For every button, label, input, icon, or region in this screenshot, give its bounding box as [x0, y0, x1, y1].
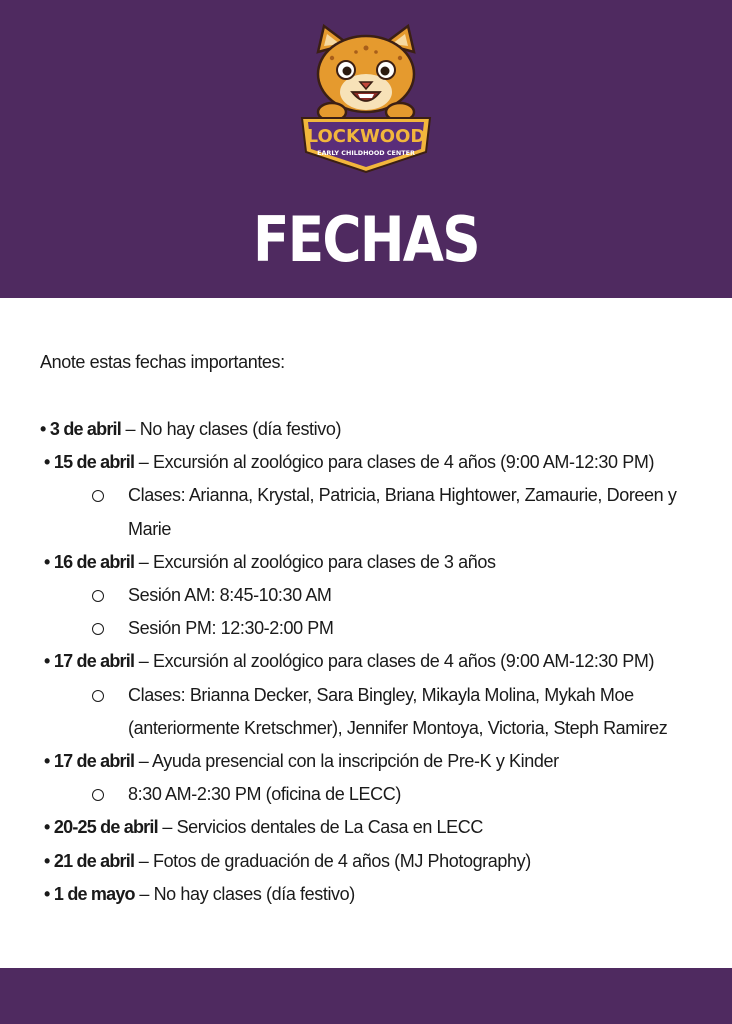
event-date: 1 de mayo: [53, 883, 135, 904]
bullet-icon: •: [44, 551, 50, 572]
event-date: 17 de abril: [53, 651, 135, 672]
event-text: – Servicios dentales de La Casa en LECC: [157, 817, 483, 838]
bullet-icon: •: [44, 850, 50, 871]
subitem-text: Clases: Brianna Decker, Sara Bingley, Mikayla Molina, Mykah Moe (anteriormente Kretschmer), Jennifer Montoya, Victoria, Steph Ramirez: [128, 684, 668, 738]
wildcat-mascot-icon: [318, 26, 414, 121]
event-item: [40, 745, 700, 778]
circle-bullet-icon: [92, 590, 104, 602]
subitem-text: Sesión PM: 12:30-2:00 PM: [128, 618, 334, 639]
event-text: – No hay clases (día festivo): [134, 883, 355, 904]
event-item: [40, 413, 700, 446]
bullet-icon: •: [44, 751, 50, 772]
header-banner: [0, 0, 732, 360]
event-item: [40, 845, 700, 878]
content-area: [40, 345, 700, 911]
bullet-icon: •: [44, 817, 50, 838]
event-subitem: [40, 479, 680, 545]
subitem-text: 8:30 AM-2:30 PM (oficina de LECC): [128, 784, 401, 805]
event-text: – Ayuda presencial con la inscripción de Pre-K y Kinder: [134, 751, 559, 772]
event-text: – Excursión al zoológico para clases de 4 años (9:00 AM-12:30 PM): [134, 651, 655, 672]
event-subitem: [40, 679, 680, 745]
event-sublist: [40, 579, 700, 645]
event-date: 21 de abril: [53, 850, 135, 871]
event-item: [40, 878, 700, 911]
event-subitem: [40, 612, 700, 645]
event-subitem: [40, 579, 700, 612]
event-date: 16 de abril: [53, 551, 135, 572]
circle-bullet-icon: [92, 490, 104, 502]
event-text: – Excursión al zoológico para clases de 3 años: [134, 551, 496, 572]
circle-bullet-icon: [92, 623, 104, 635]
logo-subtitle: EARLY CHILDHOOD CENTER: [317, 149, 415, 157]
bullet-icon: •: [44, 651, 50, 672]
event-date: 3 de abril: [49, 419, 121, 439]
event-date: 20-25 de abril: [53, 817, 158, 838]
circle-bullet-icon: [92, 789, 104, 801]
event-sublist: [40, 778, 700, 811]
page-title: FECHAS IMPORTANTES: [162, 203, 570, 360]
bullet-icon: •: [44, 883, 50, 904]
events-list: [40, 413, 700, 911]
subitem-text: Clases: Arianna, Krystal, Patricia, Briana Hightower, Zamaurie, Doreen y Marie: [128, 485, 677, 539]
event-text: – No hay clases (día festivo): [120, 419, 342, 439]
logo-name: LOCKWOOD: [306, 126, 426, 147]
event-text: – Excursión al zoológico para clases de 4 años (9:00 AM-12:30 PM): [134, 452, 655, 473]
event-item: [40, 446, 700, 479]
subitem-text: Sesión AM: 8:45-10:30 AM: [128, 585, 332, 606]
event-date: 17 de abril: [53, 751, 135, 772]
bullet-icon: •: [44, 452, 50, 473]
bullet-icon: •: [40, 419, 46, 439]
event-item: [40, 645, 700, 678]
event-subitem: [40, 778, 700, 811]
event-item: [40, 811, 700, 844]
footer-banner: [0, 968, 732, 1024]
circle-bullet-icon: [92, 690, 104, 702]
event-sublist: [40, 679, 700, 745]
event-sublist: [40, 479, 700, 545]
event-text: – Fotos de graduación de 4 años (MJ Photography): [134, 850, 531, 871]
event-item: [40, 546, 700, 579]
lockwood-logo: [296, 22, 436, 174]
intro-text: Anote estas fechas importantes:: [40, 352, 285, 372]
event-date: 15 de abril: [53, 452, 135, 473]
